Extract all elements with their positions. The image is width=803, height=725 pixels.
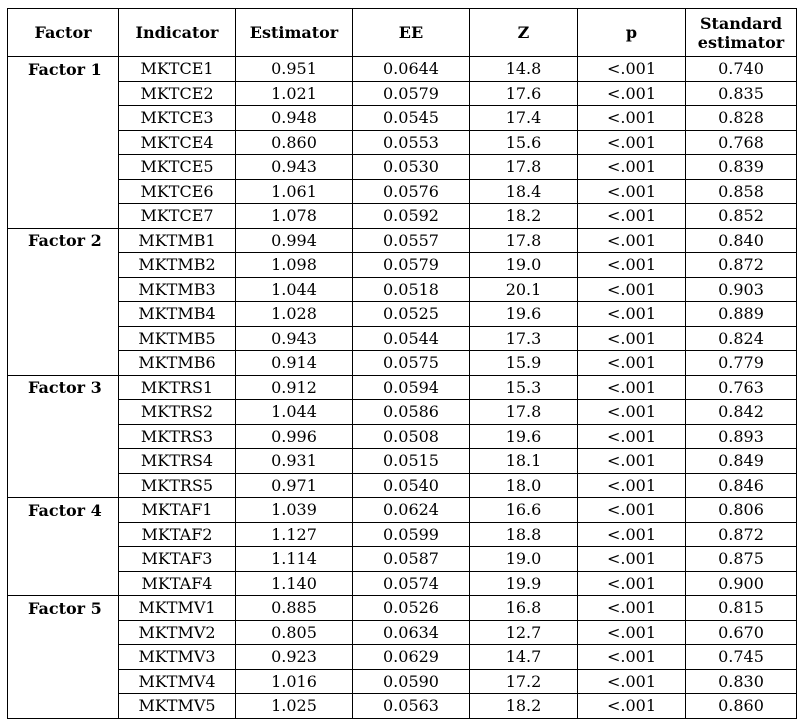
p-value-cell: <.001 [578,326,686,351]
ee-cell: 0.0525 [353,302,470,327]
ee-cell: 0.0545 [353,106,470,131]
factor-name-cell [8,547,119,572]
p-value-cell: <.001 [578,498,686,523]
factor-name-cell [8,400,119,425]
factor-name-cell [8,130,119,155]
table-row [8,473,797,498]
factor-name-cell [8,277,119,302]
z-cell: 18.4 [470,179,578,204]
standard-estimator-cell: 0.889 [686,302,797,327]
indicator-cell: MKTRS5 [119,473,236,498]
standard-estimator-cell: 0.903 [686,277,797,302]
estimator-cell: 0.885 [236,596,353,621]
p-value-cell: <.001 [578,571,686,596]
standard-estimator-cell: 0.840 [686,228,797,253]
standard-estimator-cell: 0.842 [686,400,797,425]
standard-estimator-cell: 0.835 [686,81,797,106]
z-cell: 17.8 [470,400,578,425]
factor-name-cell [8,326,119,351]
table-row [8,130,797,155]
estimator-cell: 1.098 [236,253,353,278]
factor-name-cell [8,179,119,204]
p-value-cell: <.001 [578,522,686,547]
indicator-cell: MKTCE6 [119,179,236,204]
estimator-cell: 1.016 [236,669,353,694]
p-value-cell: <.001 [578,81,686,106]
estimator-cell: 0.996 [236,424,353,449]
table-row [8,253,797,278]
table-row [8,204,797,229]
table-row [8,620,797,645]
indicator-cell: MKTMB5 [119,326,236,351]
estimator-cell: 1.078 [236,204,353,229]
table-row [8,400,797,425]
ee-cell: 0.0629 [353,645,470,670]
z-cell: 17.2 [470,669,578,694]
ee-cell: 0.0587 [353,547,470,572]
indicator-cell: MKTMV4 [119,669,236,694]
indicator-cell: MKTRS2 [119,400,236,425]
p-value-cell: <.001 [578,57,686,82]
p-value-cell: <.001 [578,449,686,474]
p-value-cell: <.001 [578,669,686,694]
z-cell: 12.7 [470,620,578,645]
standard-estimator-cell: 0.872 [686,522,797,547]
z-cell: 18.1 [470,449,578,474]
table-row [8,302,797,327]
z-cell: 18.8 [470,522,578,547]
ee-cell: 0.0594 [353,375,470,400]
table-row [8,155,797,180]
estimator-cell: 0.805 [236,620,353,645]
ee-cell: 0.0563 [353,694,470,719]
ee-cell: 0.0576 [353,179,470,204]
table-row [8,228,797,253]
estimator-cell: 0.914 [236,351,353,376]
indicator-cell: MKTAF3 [119,547,236,572]
indicator-cell: MKTMB4 [119,302,236,327]
table-row [8,669,797,694]
indicator-cell: MKTAF4 [119,571,236,596]
estimator-cell: 1.028 [236,302,353,327]
factor-name-cell [8,449,119,474]
factor-name-cell [8,522,119,547]
z-cell: 16.6 [470,498,578,523]
ee-cell: 0.0526 [353,596,470,621]
table-row [8,81,797,106]
factor-name-cell: Factor 4 [8,498,119,523]
table-row [8,498,797,523]
indicator-cell: MKTCE3 [119,106,236,131]
standard-estimator-cell: 0.815 [686,596,797,621]
ee-cell: 0.0574 [353,571,470,596]
indicator-cell: MKTRS3 [119,424,236,449]
p-value-cell: <.001 [578,130,686,155]
factor-name-cell: Factor 5 [8,596,119,621]
z-cell: 15.3 [470,375,578,400]
table-row [8,326,797,351]
standard-estimator-cell: 0.779 [686,351,797,376]
z-cell: 14.8 [470,57,578,82]
factor-name-cell: Factor 3 [8,375,119,400]
z-cell: 17.6 [470,81,578,106]
factor-name-cell [8,106,119,131]
factor-name-cell [8,253,119,278]
standard-estimator-cell: 0.875 [686,547,797,572]
header-standard-line2: estimator [697,32,785,52]
p-value-cell: <.001 [578,375,686,400]
indicator-cell: MKTCE4 [119,130,236,155]
header-z: Z [470,9,578,57]
standard-estimator-cell: 0.763 [686,375,797,400]
ee-cell: 0.0540 [353,473,470,498]
standard-estimator-cell: 0.806 [686,498,797,523]
p-value-cell: <.001 [578,179,686,204]
factor-name-cell [8,424,119,449]
estimator-cell: 1.021 [236,81,353,106]
estimator-cell: 0.994 [236,228,353,253]
ee-cell: 0.0557 [353,228,470,253]
estimator-cell: 1.044 [236,277,353,302]
standard-estimator-cell: 0.846 [686,473,797,498]
z-cell: 19.6 [470,424,578,449]
z-cell: 19.0 [470,253,578,278]
table-row [8,645,797,670]
z-cell: 17.8 [470,228,578,253]
standard-estimator-cell: 0.670 [686,620,797,645]
ee-cell: 0.0530 [353,155,470,180]
estimator-cell: 0.948 [236,106,353,131]
ee-cell: 0.0579 [353,253,470,278]
standard-estimator-cell: 0.860 [686,694,797,719]
factor-name-cell [8,155,119,180]
header-ee: EE [353,9,470,57]
indicator-cell: MKTMV2 [119,620,236,645]
p-value-cell: <.001 [578,204,686,229]
factor-name-cell [8,81,119,106]
header-estimator: Estimator [236,9,353,57]
ee-cell: 0.0586 [353,400,470,425]
indicator-cell: MKTMV1 [119,596,236,621]
indicator-cell: MKTMV5 [119,694,236,719]
factor-name-cell [8,645,119,670]
p-value-cell: <.001 [578,620,686,645]
estimator-cell: 1.127 [236,522,353,547]
estimator-cell: 1.114 [236,547,353,572]
factor-name-cell: Factor 2 [8,228,119,253]
indicator-cell: MKTMV3 [119,645,236,670]
p-value-cell: <.001 [578,228,686,253]
table-row [8,694,797,719]
factor-loadings-table [7,8,797,719]
table-row [8,57,797,82]
indicator-cell: MKTCE7 [119,204,236,229]
header-standard-estimator [686,9,797,57]
ee-cell: 0.0508 [353,424,470,449]
z-cell: 15.9 [470,351,578,376]
p-value-cell: <.001 [578,645,686,670]
indicator-cell: MKTAF1 [119,498,236,523]
factor-name-cell [8,620,119,645]
factor-name-cell [8,571,119,596]
standard-estimator-cell: 0.745 [686,645,797,670]
table-row [8,449,797,474]
standard-estimator-cell: 0.872 [686,253,797,278]
table-row [8,179,797,204]
standard-estimator-cell: 0.858 [686,179,797,204]
p-value-cell: <.001 [578,351,686,376]
standard-estimator-cell: 0.768 [686,130,797,155]
p-value-cell: <.001 [578,424,686,449]
table-row [8,277,797,302]
standard-estimator-cell: 0.849 [686,449,797,474]
estimator-cell: 0.951 [236,57,353,82]
p-value-cell: <.001 [578,106,686,131]
z-cell: 17.4 [470,106,578,131]
estimator-cell: 0.923 [236,645,353,670]
standard-estimator-cell: 0.839 [686,155,797,180]
header-factor: Factor [8,9,119,57]
indicator-cell: MKTAF2 [119,522,236,547]
table-row [8,547,797,572]
ee-cell: 0.0590 [353,669,470,694]
table-row [8,106,797,131]
table-header [8,9,797,57]
p-value-cell: <.001 [578,155,686,180]
indicator-cell: MKTRS4 [119,449,236,474]
p-value-cell: <.001 [578,547,686,572]
standard-estimator-cell: 0.740 [686,57,797,82]
z-cell: 16.8 [470,596,578,621]
indicator-cell: MKTMB6 [119,351,236,376]
standard-estimator-cell: 0.828 [686,106,797,131]
table-row [8,424,797,449]
p-value-cell: <.001 [578,473,686,498]
ee-cell: 0.0624 [353,498,470,523]
indicator-cell: MKTMB1 [119,228,236,253]
estimator-cell: 0.931 [236,449,353,474]
z-cell: 19.9 [470,571,578,596]
ee-cell: 0.0579 [353,81,470,106]
header-row [8,9,797,57]
estimator-cell: 1.061 [236,179,353,204]
factor-name-cell [8,694,119,719]
table-row [8,596,797,621]
header-standard-line1: Standard [699,13,783,33]
indicator-cell: MKTMB3 [119,277,236,302]
z-cell: 17.8 [470,155,578,180]
z-cell: 15.6 [470,130,578,155]
factor-name-cell [8,473,119,498]
factor-name-cell: Factor 1 [8,57,119,82]
estimator-cell: 0.943 [236,326,353,351]
factor-name-cell [8,204,119,229]
table-body [8,57,797,719]
header-p: p [578,9,686,57]
indicator-cell: MKTCE2 [119,81,236,106]
estimator-cell: 1.044 [236,400,353,425]
table-row [8,375,797,400]
table-row [8,522,797,547]
estimator-cell: 1.025 [236,694,353,719]
z-cell: 18.2 [470,694,578,719]
z-cell: 18.0 [470,473,578,498]
estimator-cell: 0.943 [236,155,353,180]
ee-cell: 0.0634 [353,620,470,645]
estimator-cell: 0.971 [236,473,353,498]
factor-name-cell [8,669,119,694]
standard-estimator-cell: 0.900 [686,571,797,596]
standard-estimator-cell: 0.824 [686,326,797,351]
ee-cell: 0.0518 [353,277,470,302]
table-row [8,351,797,376]
p-value-cell: <.001 [578,596,686,621]
ee-cell: 0.0644 [353,57,470,82]
standard-estimator-cell: 0.852 [686,204,797,229]
z-cell: 19.0 [470,547,578,572]
z-cell: 14.7 [470,645,578,670]
ee-cell: 0.0553 [353,130,470,155]
ee-cell: 0.0592 [353,204,470,229]
indicator-cell: MKTRS1 [119,375,236,400]
z-cell: 17.3 [470,326,578,351]
estimator-cell: 1.039 [236,498,353,523]
z-cell: 18.2 [470,204,578,229]
p-value-cell: <.001 [578,400,686,425]
p-value-cell: <.001 [578,694,686,719]
ee-cell: 0.0515 [353,449,470,474]
z-cell: 19.6 [470,302,578,327]
header-indicator: Indicator [119,9,236,57]
ee-cell: 0.0575 [353,351,470,376]
standard-estimator-cell: 0.893 [686,424,797,449]
p-value-cell: <.001 [578,277,686,302]
standard-estimator-cell: 0.830 [686,669,797,694]
factor-name-cell [8,302,119,327]
z-cell: 20.1 [470,277,578,302]
indicator-cell: MKTCE5 [119,155,236,180]
table-row [8,571,797,596]
estimator-cell: 0.912 [236,375,353,400]
indicator-cell: MKTCE1 [119,57,236,82]
ee-cell: 0.0544 [353,326,470,351]
factor-name-cell [8,351,119,376]
indicator-cell: MKTMB2 [119,253,236,278]
p-value-cell: <.001 [578,253,686,278]
estimator-cell: 0.860 [236,130,353,155]
ee-cell: 0.0599 [353,522,470,547]
p-value-cell: <.001 [578,302,686,327]
estimator-cell: 1.140 [236,571,353,596]
